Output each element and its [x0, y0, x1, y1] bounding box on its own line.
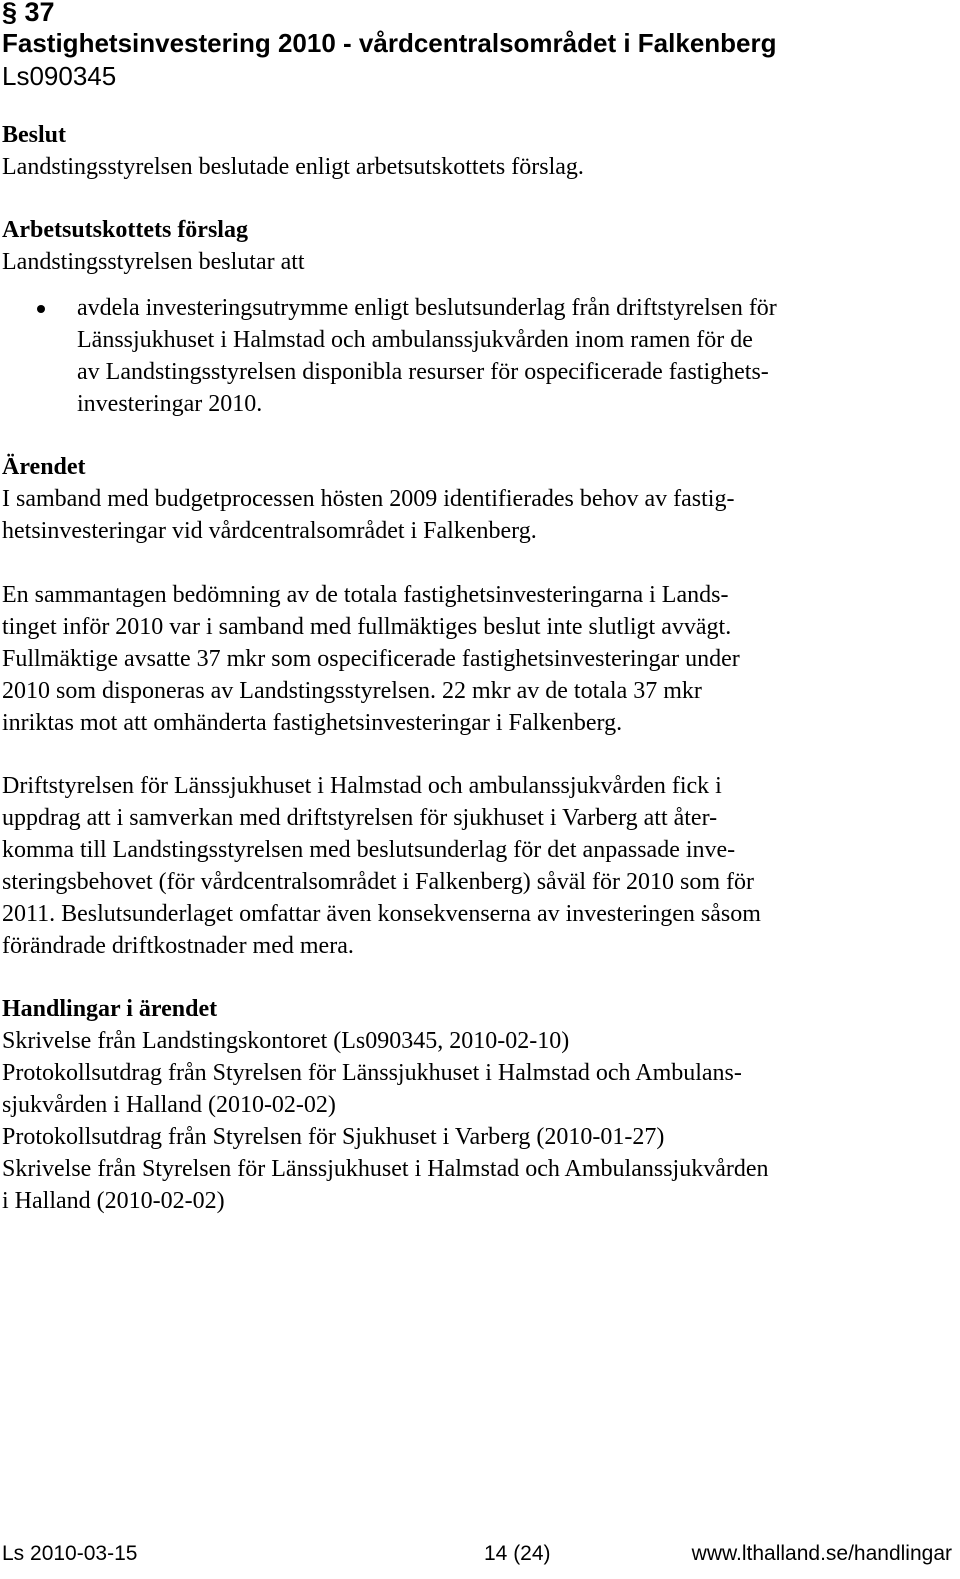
arendet-paragraph-3-line-1: Driftstyrelsen för Länssjukhuset i Halmstad och ambulanssjukvården fick i [2, 773, 722, 799]
bullet-line-2: Länssjukhuset i Halmstad och ambulanssjukvården inom ramen för de [77, 327, 753, 353]
arendet-paragraph-2-line-4: 2010 som disponeras av Landstingsstyrelsen. 22 mkr av de totala 37 mkr [2, 678, 702, 704]
bullet-icon [37, 305, 45, 313]
arendet-paragraph-3-line-6: förändrade driftkostnader med mera. [2, 933, 354, 959]
arendet-paragraph-3-line-2: uppdrag att i samverkan med driftstyrelsen för sjukhuset i Varberg att åter- [2, 805, 718, 831]
handling-line-3: sjukvården i Halland (2010-02-02) [2, 1092, 336, 1118]
case-number: Ls090345 [2, 61, 117, 91]
footer-url: www.lthalland.se/handlingar [691, 1542, 952, 1565]
handling-line-1: Skrivelse från Landstingskontoret (Ls090345, 2010-02-10) [2, 1028, 570, 1054]
footer-date: Ls 2010-03-15 [2, 1542, 138, 1565]
handling-line-2: Protokollsutdrag från Styrelsen för Länssjukhuset i Halmstad och Ambulans- [2, 1060, 742, 1086]
document-title: Fastighetsinvestering 2010 - vårdcentralsområdet i Falkenberg [2, 28, 777, 58]
beslut-text: Landstingsstyrelsen beslutade enligt arbetsutskottets förslag. [2, 154, 584, 180]
footer-page-number: 14 (24) [484, 1542, 551, 1565]
bullet-line-4: investeringar 2010. [77, 391, 263, 417]
arendet-paragraph-2-line-2: tinget inför 2010 var i samband med fullmäktiges beslut inte slutligt avvägt. [2, 614, 732, 640]
handling-line-4: Protokollsutdrag från Styrelsen för Sjukhuset i Varberg (2010-01-27) [2, 1124, 665, 1150]
arendet-paragraph-3-line-3: komma till Landstingsstyrelsen med beslutsunderlag för det anpassade inve- [2, 837, 736, 863]
arendet-paragraph-2-line-3: Fullmäktige avsatte 37 mkr som ospecificerade fastighetsinvesteringar under [2, 646, 740, 672]
arendet-paragraph-2-line-5: inriktas mot att omhänderta fastighetsinvesteringar i Falkenberg. [2, 710, 623, 736]
arendet-paragraph-3-line-5: 2011. Beslutsunderlaget omfattar även konsekvenserna av investeringen såsom [2, 901, 761, 927]
bullet-line-1: avdela investeringsutrymme enligt beslutsunderlag från driftstyrelsen för [77, 295, 777, 321]
beslut-heading: Beslut [2, 122, 67, 148]
arendet-paragraph-1-line-1: I samband med budgetprocessen hösten 2009 identifierades behov av fastig- [2, 486, 735, 512]
arendet-heading: Ärendet [2, 454, 86, 480]
section-number: § 37 [2, 0, 55, 27]
handlingar-heading: Handlingar i ärendet [2, 996, 218, 1022]
arbetsutskottets-forslag-heading: Arbetsutskottets förslag [2, 217, 248, 243]
handling-line-6: i Halland (2010-02-02) [2, 1188, 225, 1214]
bullet-line-3: av Landstingsstyrelsen disponibla resurser för ospecificerade fastighets- [77, 359, 769, 385]
forslag-intro: Landstingsstyrelsen beslutar att [2, 249, 305, 275]
handling-line-5: Skrivelse från Styrelsen för Länssjukhuset i Halmstad och Ambulanssjukvården [2, 1156, 769, 1182]
arendet-paragraph-1-line-2: hetsinvesteringar vid vårdcentralsområdet i Falkenberg. [2, 518, 537, 544]
arendet-paragraph-2-line-1: En sammantagen bedömning av de totala fastighetsinvesteringarna i Lands- [2, 582, 729, 608]
arendet-paragraph-3-line-4: steringsbehovet (för vårdcentralsområdet i Falkenberg) såväl för 2010 som för [2, 869, 754, 895]
